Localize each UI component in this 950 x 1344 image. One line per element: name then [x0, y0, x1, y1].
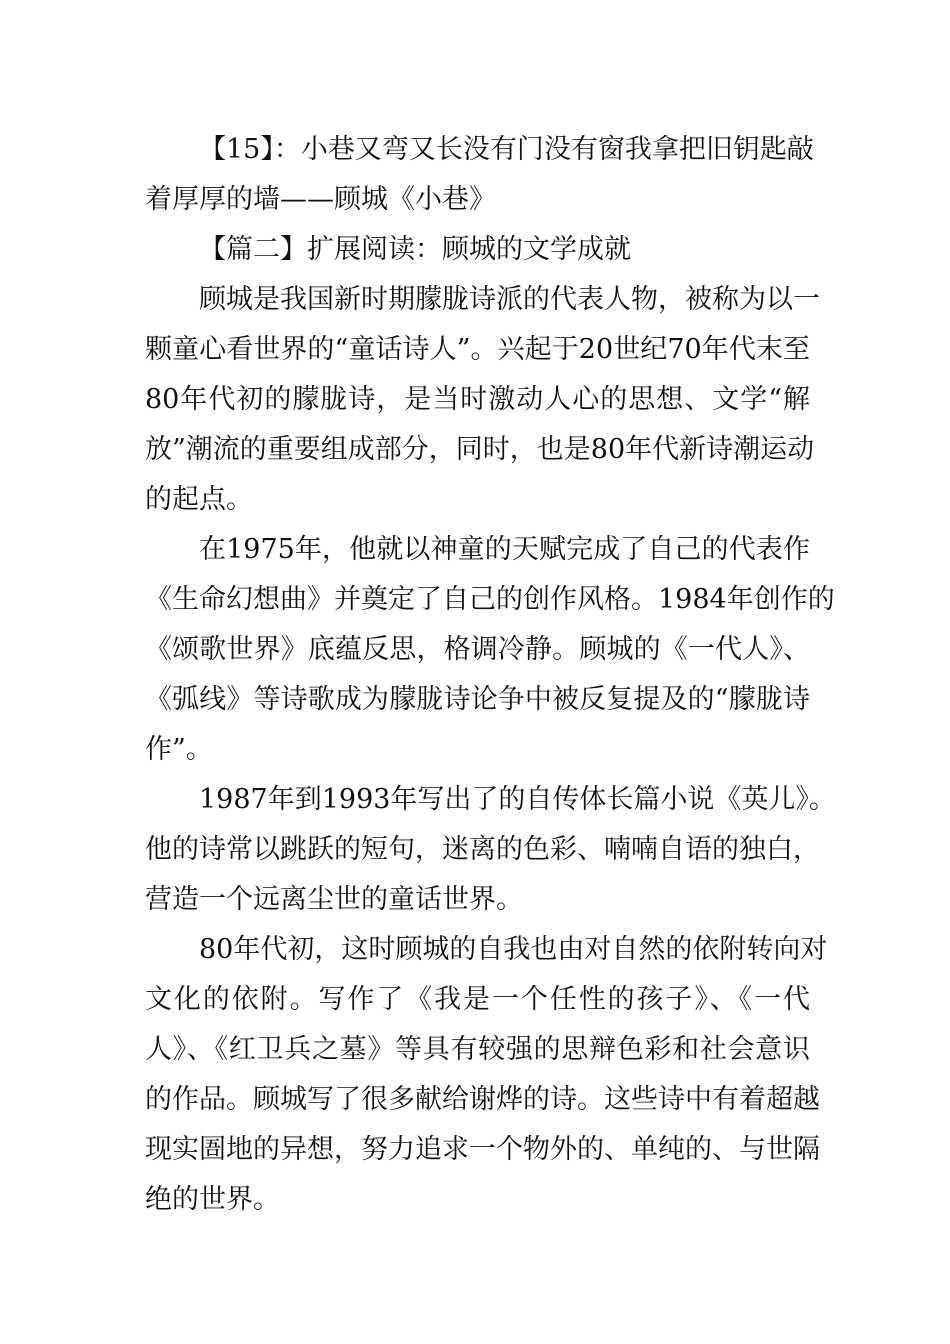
text-line: 绝的世界。	[145, 1184, 280, 1215]
text-line: 的起点。	[145, 484, 253, 515]
section-heading: 【篇二】扩展阅读：顾城的文学成就	[199, 234, 631, 265]
text-line: 【15】：小巷又弯又长没有门没有窗我拿把旧钥匙敲	[199, 134, 814, 165]
text-line: 营造一个远离尘世的童话世界。	[145, 884, 523, 915]
text-line: 着厚厚的墙——顾城《小巷》	[145, 184, 496, 215]
text-line: 的作品。顾城写了很多献给谢烨的诗。这些诗中有着超越	[145, 1084, 820, 1115]
text-line: 顾城是我国新时期朦胧诗派的代表人物，被称为以一	[199, 284, 820, 315]
text-line: 1987年到1993年写出了的自传体长篇小说《英儿》。	[199, 784, 836, 815]
text-line: 放”潮流的重要组成部分，同时，也是80年代新诗潮运动	[145, 434, 815, 465]
text-line: 他的诗常以跳跃的短句，迷离的色彩、喃喃自语的独白，	[145, 834, 820, 865]
text-line: 80年代初，这时顾城的自我也由对自然的依附转向对	[199, 934, 828, 965]
text-line: 颗童心看世界的“童话诗人”。兴起于20世纪70年代末至	[145, 334, 810, 365]
text-line: 《弧线》等诗歌成为朦胧诗论争中被反复提及的“朦胧诗	[145, 684, 810, 715]
text-line: 80年代初的朦胧诗，是当时激动人心的思想、文学“解	[145, 384, 810, 415]
text-line: 现实圄地的异想，努力追求一个物外的、单纯的、与世隔	[145, 1134, 820, 1165]
text-line: 文化的依附。写作了《我是一个任性的孩子》、《一代	[145, 984, 810, 1015]
text-line: 作”。	[145, 734, 213, 765]
text-line: 人》、《红卫兵之墓》等具有较强的思辩色彩和社会意识	[145, 1034, 810, 1065]
text-line: 《生命幻想曲》并奠定了自己的创作风格。1984年创作的	[145, 584, 835, 615]
text-line: 《颂歌世界》底蕴反思，格调冷静。顾城的《一代人》、	[145, 634, 810, 665]
text-line: 在1975年，他就以神童的天赋完成了自己的代表作	[199, 534, 810, 565]
